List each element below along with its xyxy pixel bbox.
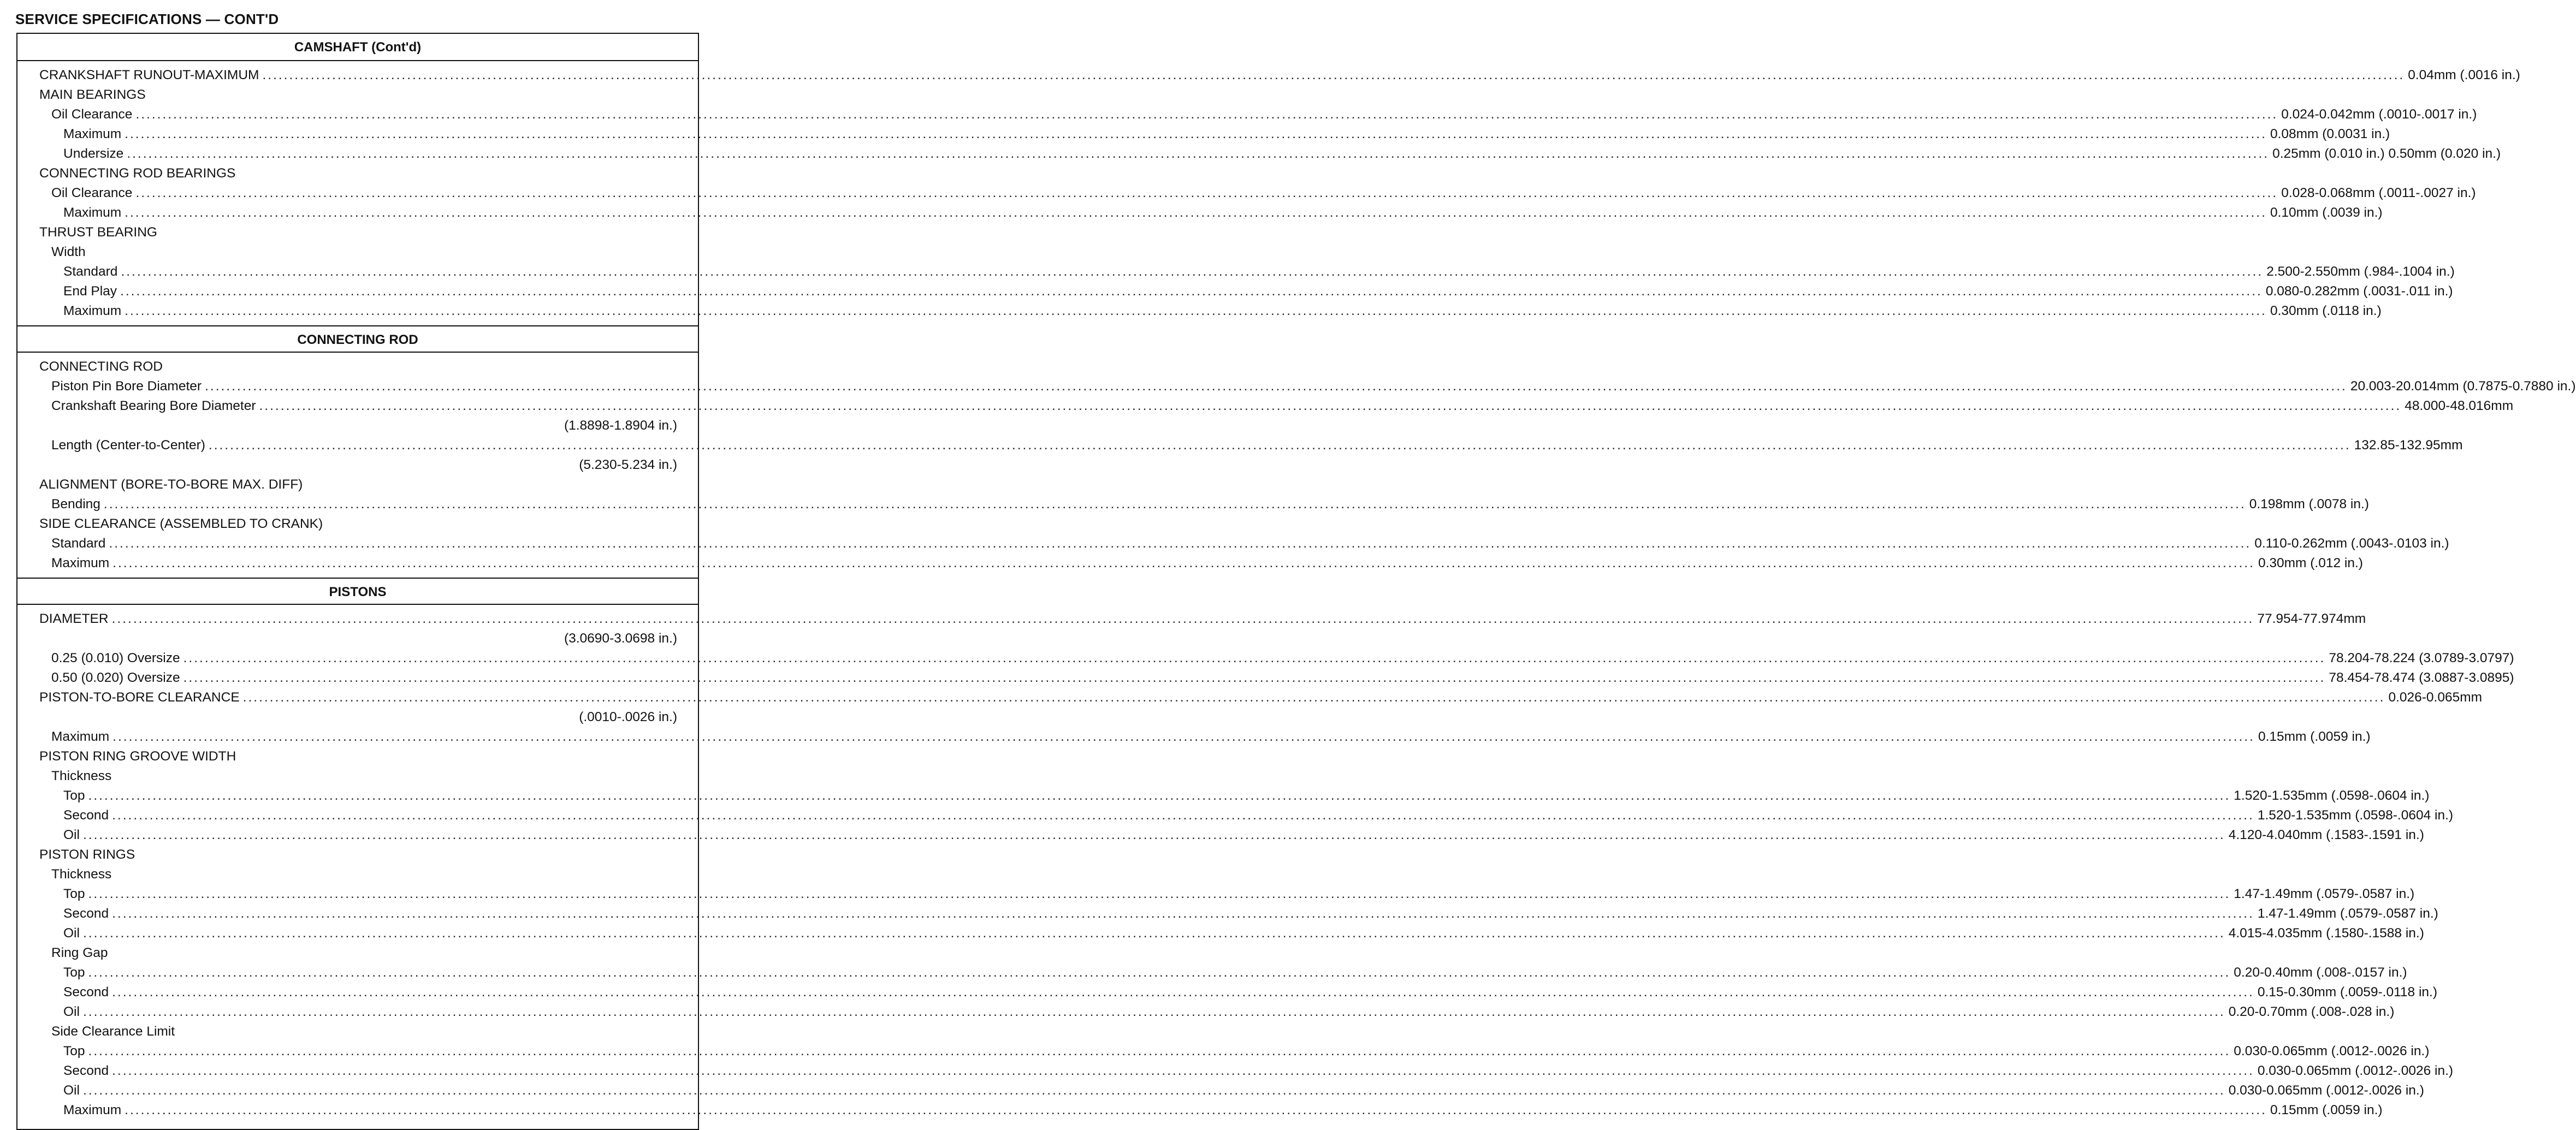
dot-leader: ................................................................................................................................................................................................................................................................................................................................................................................................................	[112, 808, 2254, 823]
dot-leader: ................................................................................................................................................................................................................................................................................................................................................................................................................	[120, 284, 2263, 299]
dot-leader: ................................................................................................................................................................................................................................................................................................................................................................................................................	[127, 146, 2270, 161]
spec-value-continued: (5.230-5.234 in.)	[579, 457, 677, 472]
spec-label: Maximum	[51, 729, 110, 744]
spec-row	[39, 66, 2520, 85]
spec-label: Length (Center-to-Center)	[51, 438, 205, 453]
dot-leader: ................................................................................................................................................................................................................................................................................................................................................................................................................	[88, 788, 2231, 803]
spec-value: 0.030-0.065mm (.0012-.0026 in.)	[2257, 1063, 2454, 1078]
dot-leader: ................................................................................................................................................................................................................................................................................................................................................................................................................	[112, 906, 2254, 921]
spec-value: 0.04mm (.0016 in.)	[2408, 68, 2520, 82]
spec-label: DIAMETER	[39, 611, 109, 626]
spec-label: Second	[63, 985, 109, 1000]
spec-label: Second	[63, 1063, 109, 1078]
spec-label: Second	[63, 808, 109, 823]
section-header: CONNECTING ROD	[17, 325, 698, 353]
spec-label: Bending	[51, 497, 100, 512]
spec-label: Second	[63, 906, 109, 921]
spec-row	[39, 203, 2383, 223]
spec-row	[39, 262, 2455, 282]
dot-leader: ................................................................................................................................................................................................................................................................................................................................................................................................................	[111, 611, 2254, 626]
spec-label: Oil Clearance	[51, 186, 133, 200]
spec-value: 0.030-0.065mm (.0012-.0026 in.)	[2234, 1044, 2430, 1058]
dot-leader: ................................................................................................................................................................................................................................................................................................................................................................................................................	[135, 107, 2278, 122]
spec-label: 0.50 (0.020) Oversize	[51, 670, 180, 685]
spec-row	[39, 884, 2415, 904]
dot-leader: ................................................................................................................................................................................................................................................................................................................................................................................................................	[183, 651, 2326, 665]
dot-leader: ................................................................................................................................................................................................................................................................................................................................................................................................................	[112, 985, 2254, 1000]
dot-leader: ................................................................................................................................................................................................................................................................................................................................................................................................................	[82, 1004, 2225, 1019]
spec-row	[39, 144, 2501, 164]
spec-subheading: CONNECTING ROD	[39, 359, 163, 374]
dot-leader: ................................................................................................................................................................................................................................................................................................................................................................................................................	[88, 1044, 2231, 1058]
spec-value: 0.15mm (.0059 in.)	[2270, 1103, 2383, 1117]
spec-row	[39, 301, 2382, 321]
spec-value-continued: (1.8898-1.8904 in.)	[564, 418, 677, 433]
spec-label: Top	[63, 1044, 85, 1058]
dot-leader: ................................................................................................................................................................................................................................................................................................................................................................................................................	[121, 264, 2264, 279]
spec-row	[39, 554, 2363, 573]
spec-label: End Play	[63, 284, 117, 299]
spec-value: 0.028-0.068mm (.0011-.0027 in.)	[2281, 186, 2476, 200]
dot-leader: ................................................................................................................................................................................................................................................................................................................................................................................................................	[103, 497, 2246, 512]
spec-row	[39, 124, 2390, 144]
spec-value: 0.30mm (.0118 in.)	[2270, 304, 2382, 318]
spec-row	[39, 668, 2514, 688]
spec-subheading: CONNECTING ROD BEARINGS	[39, 166, 236, 181]
dot-leader: ................................................................................................................................................................................................................................................................................................................................................................................................................	[125, 127, 2267, 141]
section-body	[17, 353, 2576, 578]
spec-table	[16, 33, 2576, 1130]
spec-label: Maximum	[63, 127, 122, 141]
spec-label: PISTON-TO-BORE CLEARANCE	[39, 690, 240, 705]
section-header: CAMSHAFT (Cont'd)	[17, 34, 698, 61]
spec-label: 0.25 (0.010) Oversize	[51, 651, 180, 665]
section-header: PISTONS	[17, 578, 698, 605]
spec-value: 132.85-132.95mm	[2354, 438, 2463, 453]
spec-value: 0.026-0.065mm	[2388, 690, 2483, 705]
spec-value: 0.15mm (.0059 in.)	[2258, 729, 2371, 744]
spec-row	[39, 825, 2424, 845]
spec-subheading: Width	[51, 245, 86, 259]
dot-leader: ................................................................................................................................................................................................................................................................................................................................................................................................................	[88, 887, 2231, 901]
spec-row	[39, 688, 2483, 707]
spec-row	[39, 727, 2371, 747]
dot-leader: ................................................................................................................................................................................................................................................................................................................................................................................................................	[205, 379, 2347, 394]
spec-value: 4.015-4.035mm (.1580-.1588 in.)	[2228, 926, 2424, 941]
spec-value: 0.15-0.30mm (.0059-.0118 in.)	[2257, 985, 2437, 1000]
dot-leader: ................................................................................................................................................................................................................................................................................................................................................................................................................	[88, 965, 2231, 980]
spec-row	[39, 609, 2366, 629]
dot-leader: ................................................................................................................................................................................................................................................................................................................................................................................................................	[112, 556, 2255, 570]
spec-row	[39, 1061, 2454, 1081]
spec-row	[39, 924, 2424, 943]
dot-leader: ................................................................................................................................................................................................................................................................................................................................................................................................................	[82, 1083, 2225, 1098]
spec-value: 0.20-0.40mm (.008-.0157 in.)	[2234, 965, 2407, 980]
spec-value: 4.120-4.040mm (.1583-.1591 in.)	[2228, 828, 2424, 842]
spec-row	[39, 1081, 2424, 1101]
spec-value-continued: (.0010-.0026 in.)	[579, 710, 677, 724]
spec-label: Maximum	[63, 1103, 122, 1117]
spec-label: Crankshaft Bearing Bore Diameter	[51, 399, 256, 413]
spec-label: Oil	[63, 926, 80, 941]
spec-subheading: Thickness	[51, 769, 112, 783]
dot-leader: ................................................................................................................................................................................................................................................................................................................................................................................................................	[135, 186, 2278, 200]
dot-leader: ................................................................................................................................................................................................................................................................................................................................................................................................................	[262, 68, 2405, 82]
page-title: SERVICE SPECIFICATIONS — CONT'D	[15, 11, 279, 27]
spec-row	[39, 534, 2449, 554]
spec-subheading: ALIGNMENT (BORE-TO-BORE MAX. DIFF)	[39, 477, 303, 492]
spec-row	[39, 105, 2477, 124]
spec-label: Top	[63, 887, 85, 901]
spec-value: 2.500-2.550mm (.984-.1004 in.)	[2266, 264, 2455, 279]
spec-value-continued: (3.0690-3.0698 in.)	[564, 631, 677, 646]
spec-label: Maximum	[63, 304, 122, 318]
spec-value: 1.47-1.49mm (.0579-.0587 in.)	[2234, 887, 2415, 901]
spec-subheading: PISTON RING GROOVE WIDTH	[39, 749, 236, 764]
spec-row	[39, 983, 2437, 1002]
dot-leader: ................................................................................................................................................................................................................................................................................................................................................................................................................	[242, 690, 2385, 705]
spec-row	[39, 806, 2454, 825]
spec-row	[39, 963, 2407, 983]
spec-value: 1.47-1.49mm (.0579-.0587 in.)	[2257, 906, 2438, 921]
section-body	[17, 605, 2514, 1125]
spec-row	[39, 377, 2576, 396]
dot-leader: ................................................................................................................................................................................................................................................................................................................................................................................................................	[125, 205, 2267, 220]
dot-leader: ................................................................................................................................................................................................................................................................................................................................................................................................................	[82, 926, 2225, 941]
spec-value: 78.454-78.474 (3.0887-3.0895)	[2329, 670, 2514, 685]
spec-value: 0.25mm (0.010 in.) 0.50mm (0.020 in.)	[2272, 146, 2501, 161]
spec-row	[39, 1101, 2383, 1120]
spec-label: Top	[63, 965, 85, 980]
dot-leader: ................................................................................................................................................................................................................................................................................................................................................................................................................	[82, 828, 2225, 842]
spec-subheading: Side Clearance Limit	[51, 1024, 175, 1039]
spec-row	[39, 1002, 2395, 1022]
dot-leader: ................................................................................................................................................................................................................................................................................................................................................................................................................	[125, 304, 2267, 318]
spec-value: 78.204-78.224 (3.0789-3.0797)	[2329, 651, 2514, 665]
spec-subheading: Thickness	[51, 867, 112, 882]
spec-subheading: MAIN BEARINGS	[39, 87, 146, 102]
dot-leader: ................................................................................................................................................................................................................................................................................................................................................................................................................	[112, 729, 2255, 744]
spec-label: Piston Pin Bore Diameter	[51, 379, 202, 394]
dot-leader: ................................................................................................................................................................................................................................................................................................................................................................................................................	[112, 1063, 2254, 1078]
spec-label: Undersize	[63, 146, 124, 161]
spec-subheading: PISTON RINGS	[39, 847, 135, 862]
spec-value: 20.003-20.014mm (0.7875-0.7880 in.)	[2350, 379, 2576, 394]
spec-value: 0.20-0.70mm (.008-.028 in.)	[2228, 1004, 2395, 1019]
spec-subheading: SIDE CLEARANCE (ASSEMBLED TO CRANK)	[39, 516, 323, 531]
spec-value: 1.520-1.535mm (.0598-.0604 in.)	[2234, 788, 2430, 803]
dot-leader: ................................................................................................................................................................................................................................................................................................................................................................................................................	[183, 670, 2326, 685]
spec-label: Top	[63, 788, 85, 803]
spec-label: Maximum	[51, 556, 110, 570]
spec-value: 1.520-1.535mm (.0598-.0604 in.)	[2257, 808, 2454, 823]
spec-value: 0.10mm (.0039 in.)	[2270, 205, 2383, 220]
spec-value: 0.080-0.282mm (.0031-.011 in.)	[2265, 284, 2453, 299]
spec-label: Oil Clearance	[51, 107, 133, 122]
spec-row	[39, 904, 2438, 924]
spec-row	[39, 786, 2430, 806]
spec-label: Oil	[63, 1083, 80, 1098]
spec-row	[39, 183, 2476, 203]
spec-label: Standard	[63, 264, 118, 279]
spec-value: 0.198mm (.0078 in.)	[2249, 497, 2369, 512]
spec-row	[39, 1042, 2430, 1061]
spec-value: 0.08mm (0.0031 in.)	[2270, 127, 2390, 141]
spec-label: CRANKSHAFT RUNOUT-MAXIMUM	[39, 68, 259, 82]
spec-label: Oil	[63, 1004, 80, 1019]
spec-subheading: THRUST BEARING	[39, 225, 157, 240]
spec-value: 77.954-77.974mm	[2257, 611, 2366, 626]
section-body	[17, 61, 2520, 325]
spec-label: Maximum	[63, 205, 122, 220]
spec-row	[39, 649, 2514, 668]
spec-label: Standard	[51, 536, 106, 551]
spec-row	[39, 396, 2514, 416]
spec-value: 0.030-0.065mm (.0012-.0026 in.)	[2228, 1083, 2424, 1098]
spec-value: 48.000-48.016mm	[2405, 399, 2514, 413]
spec-row	[39, 282, 2453, 301]
spec-row	[39, 436, 2463, 455]
dot-leader: ................................................................................................................................................................................................................................................................................................................................................................................................................	[125, 1103, 2267, 1117]
dot-leader: ................................................................................................................................................................................................................................................................................................................................................................................................................	[208, 438, 2351, 453]
spec-row	[39, 495, 2369, 514]
spec-label: Oil	[63, 828, 80, 842]
dot-leader: ................................................................................................................................................................................................................................................................................................................................................................................................................	[259, 399, 2402, 413]
spec-value: 0.110-0.262mm (.0043-.0103 in.)	[2254, 536, 2449, 551]
spec-value: 0.30mm (.012 in.)	[2258, 556, 2363, 570]
spec-value: 0.024-0.042mm (.0010-.0017 in.)	[2281, 107, 2477, 122]
dot-leader: ................................................................................................................................................................................................................................................................................................................................................................................................................	[109, 536, 2252, 551]
spec-subheading: Ring Gap	[51, 945, 108, 960]
